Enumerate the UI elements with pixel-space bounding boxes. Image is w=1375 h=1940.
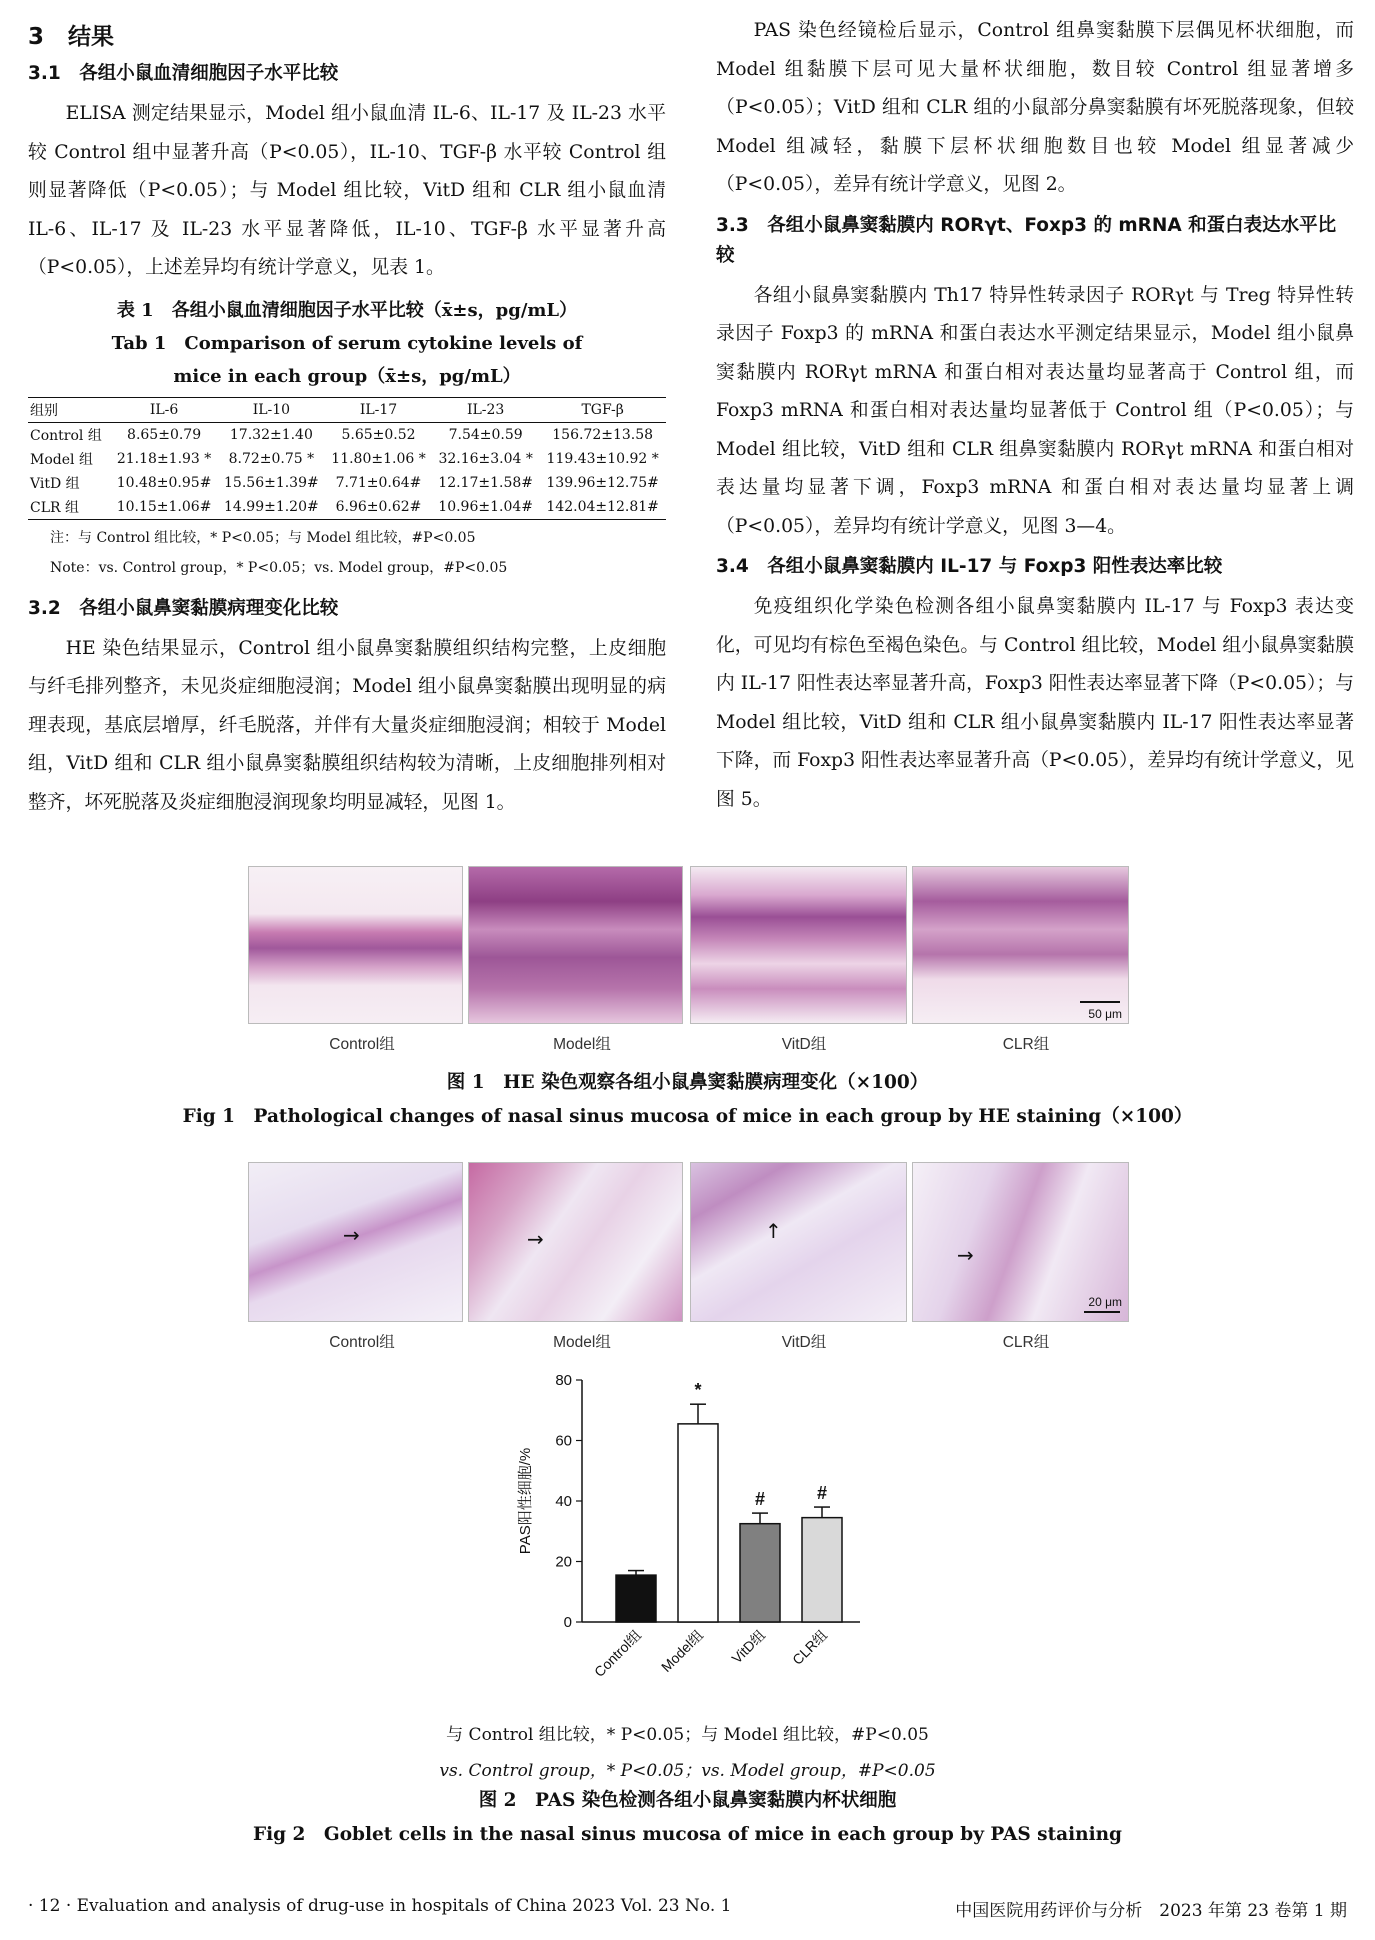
- x-tick-label: Control组: [590, 1626, 645, 1680]
- table-cell: 10.15±1.06#: [116, 498, 212, 515]
- table1: [28, 294, 666, 580]
- footer-left: · 12 · Evaluation and analysis of drug-use in hospitals of China 2023 Vol. 23 No. 1: [28, 1896, 732, 1916]
- pas-bar-chart: [0, 1370, 1375, 1710]
- bar: [802, 1518, 842, 1622]
- table-cell: 15.56±1.39#: [224, 474, 319, 491]
- table-row: [28, 422, 666, 447]
- fig2-note-cn: 与 Control 组比较，* P<0.05；与 Model 组比较，#P<0.05: [446, 1725, 929, 1745]
- s32-paragraph: HE 染色结果显示，Control 组小鼠鼻窦黏膜组织结构完整，上皮细胞与纤毛排列整齐，未见炎症细胞浸润；Model 组小鼠鼻窦黏膜出现明显的病理表现，基底层增厚，纤毛脱落，并伴有大量炎症细胞浸润；相较于 Model 组，VitD 组和 CLR 组小鼠鼻窦黏膜组织结构较为清晰，上皮细胞排列相对整齐，坏死脱落及炎症细胞浸润现象均明显减轻，见图 1。: [28, 637, 666, 813]
- fig1-caption-en: Fig 1 Pathological changes of nasal sinus mucosa of mice in each group by HE staining（×100）: [182, 1106, 1193, 1127]
- y-tick-label: 20: [555, 1553, 572, 1571]
- he-image-vitd: [690, 866, 907, 1024]
- table-cell: 6.96±0.62#: [335, 498, 422, 515]
- arrow-icon: →: [527, 1227, 544, 1251]
- table-header-cell: 组别: [30, 402, 58, 419]
- y-tick-label: 80: [555, 1372, 572, 1389]
- fig2-caption-en: Fig 2 Goblet cells in the nasal sinus mucosa of mice in each group by PAS staining: [252, 1824, 1122, 1845]
- scale-bar-line: [1084, 1311, 1120, 1313]
- table-cell: 8.72±0.75 *: [228, 450, 315, 467]
- table-cell: Control 组: [30, 427, 102, 444]
- he-image-clr: [912, 866, 1129, 1024]
- table-cell: VitD 组: [30, 475, 80, 492]
- bar: [678, 1424, 718, 1622]
- table-header-cell: IL-17: [359, 401, 398, 418]
- s32-heading: 3.2 各组小鼠鼻窦黏膜病理变化比较: [28, 597, 339, 619]
- x-tick-label: Model组: [657, 1626, 707, 1675]
- table-header-cell: IL-10: [252, 401, 291, 418]
- table1-note-cn: 注：与 Control 组比较，* P<0.05；与 Model 组比较，#P<0.05: [50, 529, 476, 546]
- y-tick-label: 0: [563, 1614, 572, 1631]
- table-header-cell: IL-23: [466, 401, 505, 418]
- fig2-label-model: Model组: [553, 1334, 611, 1351]
- fig2-label-vitd: VitD组: [781, 1334, 827, 1351]
- y-tick-label: 60: [555, 1432, 572, 1450]
- table-row: [28, 447, 666, 471]
- s31-paragraph: ELISA 测定结果显示，Model 组小鼠血清 IL-6、IL-17 及 IL-23 水平较 Control 组中显著升高（P<0.05），IL-10、TGF-β 水平较 Control 组则显著降低（P<0.05）；与 Model 组比较，VitD 组和 CLR 组小鼠血清 IL-6、IL-17 及 IL-23 水平显著降低，IL-10、TGF-β 水平显著升高（P<0.05），上述差异均有统计学意义，见表 1。: [28, 103, 666, 278]
- table-cell: 11.80±1.06 *: [331, 450, 426, 467]
- y-tick-label: 40: [555, 1493, 572, 1510]
- fig1-label-control: Control组: [329, 1036, 395, 1053]
- pas-paragraph: PAS 染色经镜检后显示，Control 组鼻窦黏膜下层偶见杯状细胞，而 Model 组黏膜下层可见大量杯状细胞，数目较 Control 组显著增多（P<0.05）；VitD 组和 CLR 组的小鼠部分鼻窦黏膜有坏死脱落现象，但较 Model 组减轻，黏膜下层杯状细胞数目也较 Model 组显著减少（P<0.05），差异有统计学意义，见图 2。: [716, 20, 1354, 195]
- fig1-label-clr: CLR组: [1002, 1036, 1050, 1053]
- scale-bar-line: [1080, 1001, 1120, 1003]
- table-header-cell: TGF-β: [581, 401, 624, 418]
- s34-paragraph: 免疫组织化学染色检测各组小鼠鼻窦黏膜内 IL-17 与 Foxp3 表达变化，可见均有棕色至褐色染色。与 Control 组比较，Model 组小鼠鼻窦黏膜内 IL-17 阳性表达率显著升高，Foxp3 阳性表达率显著下降（P<0.05）；与 Model 组比较，VitD 组和 CLR 组小鼠鼻窦黏膜内 IL-17 阳性表达率显著下降，而 Foxp3 阳性表达率显著升高（P<0.05），差异均有统计学意义，见图 5。: [716, 596, 1354, 810]
- cytokine-table: [28, 397, 666, 520]
- table-cell: 14.99±1.20#: [224, 498, 319, 515]
- x-tick-label: VitD组: [728, 1626, 769, 1667]
- bar: [616, 1575, 656, 1622]
- s31-heading: 3.1 各组小鼠血清细胞因子水平比较: [28, 63, 339, 84]
- table-cell: 21.18±1.93 *: [116, 450, 212, 467]
- pas-image-clr: [912, 1162, 1129, 1322]
- table-cell: 139.96±12.75#: [546, 474, 659, 491]
- s33-paragraph: 各组小鼠鼻窦黏膜内 Th17 特异性转录因子 RORγt 与 Treg 特异性转录因子 Foxp3 的 mRNA 和蛋白表达水平测定结果显示，Model 组小鼠鼻窦黏膜内 RORγt mRNA 和蛋白相对表达量均显著高于 Control 组，而 Foxp3 mRNA 和蛋白相对表达量均显著低于 Control 组（P<0.05）；与 Model 组比较，VitD 组和 CLR 组鼻窦黏膜内 RORγt mRNA 和蛋白相对表达量均显著下调，Foxp3 mRNA 和蛋白相对表达量均显著上调（P<0.05），差异均有统计学意义，见图 3—4。: [716, 284, 1354, 537]
- significance-marker: #: [754, 1489, 766, 1510]
- arrow-icon: →: [343, 1223, 360, 1247]
- significance-marker: #: [816, 1483, 828, 1504]
- fig1-label-model: Model组: [553, 1036, 611, 1053]
- section-title: 结果: [68, 24, 115, 50]
- he-image-model: [468, 866, 683, 1024]
- s33-heading: 3.3 各组小鼠鼻窦黏膜内 RORγt、Foxp3 的 mRNA 和蛋白表达水平比较: [716, 214, 1337, 266]
- table-cell: 12.17±1.58#: [438, 474, 534, 491]
- table-cell: 7.71±0.64#: [335, 474, 422, 491]
- fig2-note-en: vs. Control group，* P<0.05；vs. Model group，#P<0.05: [439, 1761, 936, 1781]
- scale-bar-label: 20 μm: [1088, 1295, 1122, 1309]
- table-cell: 17.32±1.40: [229, 426, 313, 443]
- table-cell: 10.48±0.95#: [116, 474, 212, 491]
- fig2-label-control: Control组: [329, 1334, 395, 1351]
- footer-right: 中国医院用药评价与分析 2023 年第 23 卷第 1 期: [955, 1901, 1347, 1921]
- left-column: [28, 18, 666, 822]
- table1-note-en: Note：vs. Control group，* P<0.05；vs. Model group，#P<0.05: [50, 559, 508, 576]
- table-cell: 119.43±10.92 *: [546, 450, 659, 467]
- pas-image-control: [248, 1162, 463, 1322]
- pas-image-model: [468, 1162, 683, 1322]
- table-header-cell: IL-6: [149, 401, 179, 418]
- bar: [740, 1524, 780, 1622]
- s34-heading: 3.4 各组小鼠鼻窦黏膜内 IL-17 与 Foxp3 阳性表达率比较: [716, 556, 1223, 577]
- table-cell: 156.72±13.58: [552, 426, 654, 443]
- table-row: [28, 471, 666, 495]
- table-header-row: [28, 397, 666, 422]
- scale-bar-label: 50 μm: [1088, 1007, 1122, 1021]
- section-number: 3: [28, 24, 45, 50]
- table-cell: 8.65±0.79: [127, 426, 202, 443]
- x-tick-label: CLR组: [789, 1626, 831, 1668]
- table1-caption-en: Tab 1 Comparison of serum cytokine levels of mice in each group（x̄±s，pg/mL）: [111, 332, 583, 387]
- table-cell: 32.16±3.04 *: [438, 450, 533, 467]
- section-heading: [28, 18, 666, 51]
- right-column: [716, 18, 1354, 819]
- table-cell: Model 组: [30, 451, 93, 468]
- y-axis-label: PAS阳性细胞/%: [517, 1447, 534, 1555]
- fig1-label-vitd: VitD组: [781, 1036, 827, 1053]
- table1-caption-cn: 表 1 各组小鼠血清细胞因子水平比较（x̄±s，pg/mL）: [116, 299, 578, 321]
- significance-marker: *: [694, 1380, 702, 1401]
- table-cell: 7.54±0.59: [448, 426, 523, 443]
- arrow-icon: ↑: [765, 1219, 782, 1243]
- table-cell: CLR 组: [30, 499, 79, 516]
- fig2-label-clr: CLR组: [1002, 1334, 1050, 1351]
- table-cell: 142.04±12.81#: [546, 498, 659, 515]
- fig2-caption-cn: 图 2 PAS 染色检测各组小鼠鼻窦黏膜内杯状细胞: [478, 1790, 897, 1811]
- fig1-caption-cn: 图 1 HE 染色观察各组小鼠鼻窦黏膜病理变化（×100）: [446, 1072, 929, 1093]
- table-row: [28, 495, 666, 520]
- he-image-control: [248, 866, 463, 1024]
- arrow-icon: →: [957, 1243, 974, 1267]
- pas-image-vitd: [690, 1162, 907, 1322]
- table-cell: 5.65±0.52: [341, 426, 416, 443]
- table-cell: 10.96±1.04#: [438, 498, 534, 515]
